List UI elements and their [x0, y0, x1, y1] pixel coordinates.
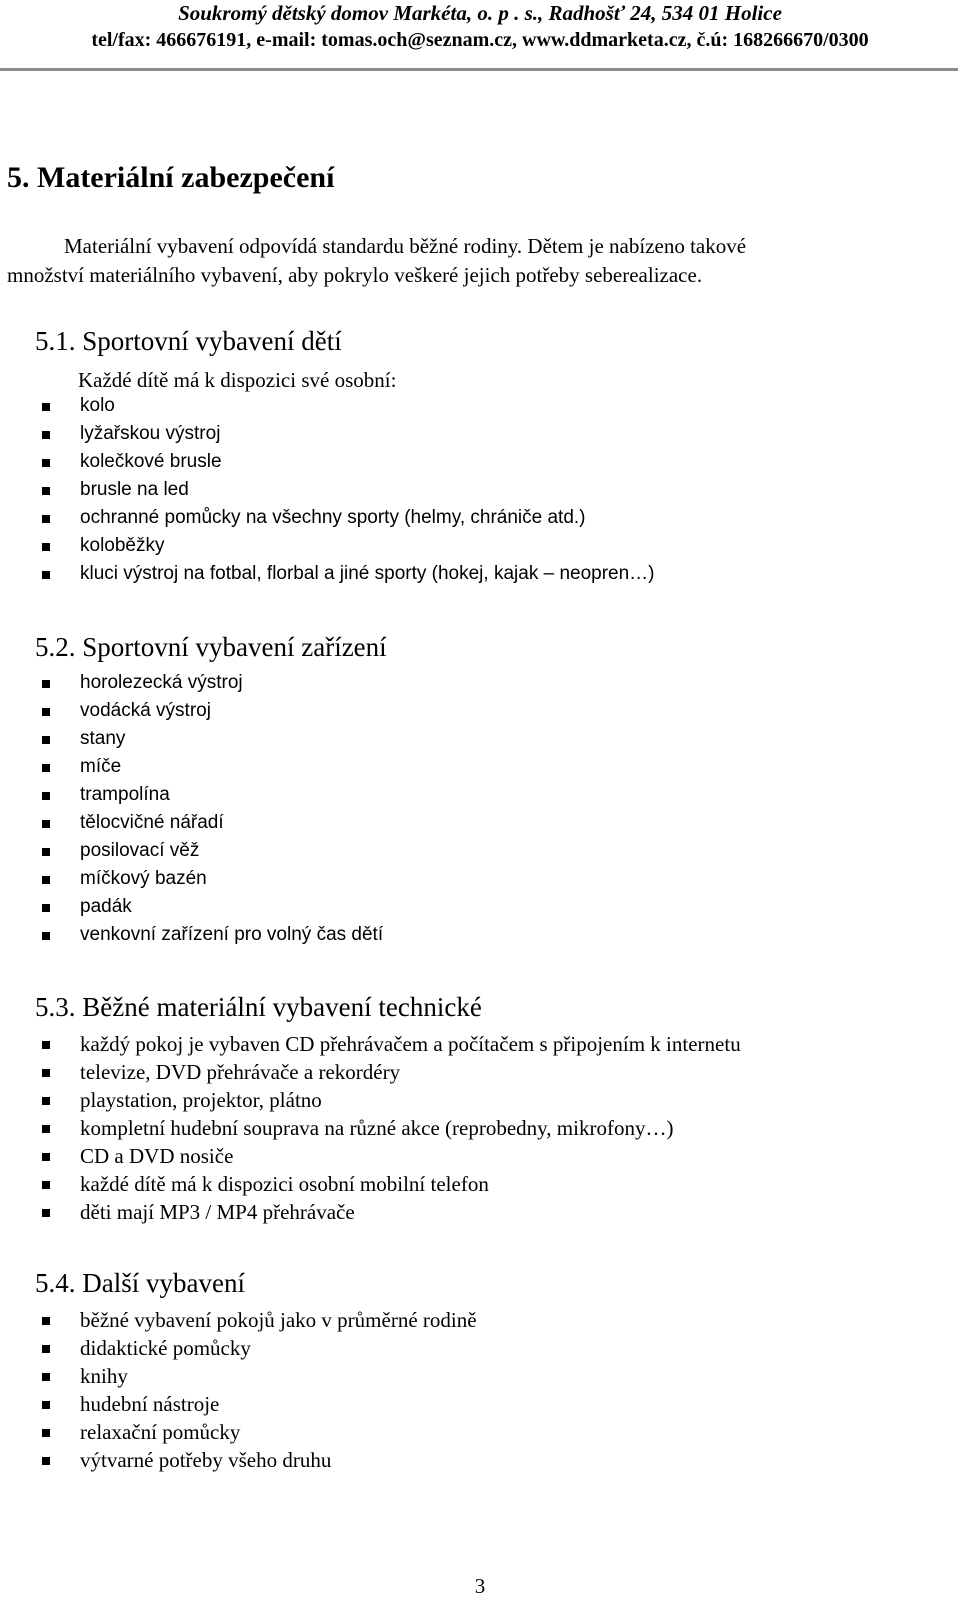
list-item-text: každý pokoj je vybaven CD přehrávačem a počítačem s připojením k internetu — [80, 1032, 741, 1056]
bullet-list — [0, 392, 655, 588]
bullet-square-icon — [42, 1097, 50, 1105]
bullet-square-icon — [42, 764, 50, 772]
header-divider — [0, 68, 958, 71]
list-item — [0, 697, 383, 725]
list-item — [0, 1362, 477, 1390]
bullet-list — [0, 1306, 477, 1474]
list-item — [0, 1086, 741, 1114]
list-item-text: posilovací věž — [80, 840, 200, 861]
list-item — [0, 837, 383, 865]
list-item — [0, 1198, 741, 1226]
list-item — [0, 921, 383, 949]
list-item-text: didaktické pomůcky — [80, 1336, 251, 1360]
bullet-square-icon — [42, 904, 50, 912]
list-item-text: výtvarné potřeby všeho druhu — [80, 1448, 332, 1472]
list-item — [0, 1390, 477, 1418]
bullet-square-icon — [42, 680, 50, 688]
list-item-text: knihy — [80, 1364, 128, 1388]
intro-line: Materiální vybavení odpovídá standardu běžné rodiny. Dětem je nabízeno takové — [64, 234, 747, 258]
bullet-square-icon — [42, 1153, 50, 1161]
list-item — [0, 1058, 741, 1086]
bullet-square-icon — [42, 1209, 50, 1217]
bullet-square-icon — [42, 515, 50, 523]
list-item-text: každé dítě má k dispozici osobní mobilní telefon — [80, 1172, 489, 1196]
list-item — [0, 1170, 741, 1198]
list-item-text: venkovní zařízení pro volný čas dětí — [80, 924, 384, 945]
list-item — [0, 448, 655, 476]
bullet-square-icon — [42, 1373, 50, 1381]
list-item — [0, 532, 655, 560]
bullet-square-icon — [42, 431, 50, 439]
list-item — [0, 1306, 477, 1334]
list-item — [0, 1446, 477, 1474]
bullet-square-icon — [42, 792, 50, 800]
bullet-square-icon — [42, 1429, 50, 1437]
bullet-square-icon — [42, 459, 50, 467]
list-item — [0, 725, 383, 753]
list-item-text: hudební nástroje — [80, 1392, 220, 1416]
bullet-square-icon — [42, 1317, 50, 1325]
bullet-square-icon — [42, 1125, 50, 1133]
bullet-square-icon — [42, 571, 50, 579]
list-item — [0, 1334, 477, 1362]
bullet-square-icon — [42, 543, 50, 551]
bullet-square-icon — [42, 403, 50, 411]
list-item-text: míče — [80, 756, 122, 777]
header-organization: Soukromý dětský domov Markéta, o. p . s., Radhošť 24, 534 01 Holice — [178, 1, 782, 25]
page-header — [0, 0, 960, 72]
list-item-text: vodácká výstroj — [80, 700, 211, 721]
list-item-text: lyžařskou výstroj — [80, 423, 221, 444]
list-item — [0, 753, 383, 781]
list-item — [0, 1142, 741, 1170]
bullet-square-icon — [42, 1041, 50, 1049]
bullet-list — [0, 1030, 741, 1226]
list-item-text: stany — [80, 728, 126, 749]
list-item-text: koloběžky — [80, 535, 165, 556]
list-item-text: horolezecká výstroj — [80, 672, 243, 693]
list-item-text: kompletní hudební souprava na různé akce (reprobedny, mikrofony…) — [80, 1116, 674, 1140]
bullet-square-icon — [42, 932, 50, 940]
subsection-lead: Každé dítě má k dispozici své osobní: — [78, 368, 397, 392]
list-item-text: děti mají MP3 / MP4 přehrávače — [80, 1200, 355, 1224]
bullet-square-icon — [42, 848, 50, 856]
subsection-title: 5.3. Běžné materiální vybavení technické — [35, 992, 482, 1022]
list-item — [0, 809, 383, 837]
list-item — [0, 420, 655, 448]
list-item-text: kolečkové brusle — [80, 451, 222, 472]
list-item — [0, 392, 655, 420]
bullet-square-icon — [42, 736, 50, 744]
list-item-text: relaxační pomůcky — [80, 1420, 241, 1444]
list-item — [0, 476, 655, 504]
list-item-text: kolo — [80, 395, 115, 416]
list-item-text: playstation, projektor, plátno — [80, 1088, 322, 1112]
list-item — [0, 560, 655, 588]
bullet-square-icon — [42, 1401, 50, 1409]
list-item-text: televize, DVD přehrávače a rekordéry — [80, 1060, 401, 1084]
list-item — [0, 1418, 477, 1446]
header-contacts: tel/fax: 466676191, e-mail: tomas.och@seznam.cz, www.ddmarketa.cz, č.ú: 168266670/0300 — [91, 29, 869, 51]
subsection-title: 5.2. Sportovní vybavení zařízení — [35, 632, 387, 662]
bullet-square-icon — [42, 820, 50, 828]
bullet-square-icon — [42, 708, 50, 716]
bullet-square-icon — [42, 876, 50, 884]
list-item — [0, 781, 383, 809]
subsection-title: 5.1. Sportovní vybavení dětí — [35, 326, 342, 356]
list-item — [0, 669, 383, 697]
bullet-list — [0, 669, 383, 949]
bullet-square-icon — [42, 1181, 50, 1189]
list-item — [0, 1030, 741, 1058]
list-item-text: CD a DVD nosiče — [80, 1144, 234, 1168]
list-item-text: běžné vybavení pokojů jako v průměrné rodině — [80, 1308, 477, 1332]
list-item — [0, 504, 655, 532]
list-item-text: míčkový bazén — [80, 868, 207, 889]
intro-paragraph — [7, 232, 942, 290]
list-item — [0, 1114, 741, 1142]
bullet-square-icon — [42, 1069, 50, 1077]
list-item-text: trampolína — [80, 784, 170, 805]
list-item-text: kluci výstroj na fotbal, florbal a jiné sporty (hokej, kajak – neopren…) — [80, 563, 655, 584]
list-item-text: ochranné pomůcky na všechny sporty (helmy, chrániče atd.) — [80, 507, 586, 528]
bullet-square-icon — [42, 1457, 50, 1465]
subsection-title: 5.4. Další vybavení — [35, 1268, 245, 1298]
list-item-text: tělocvičné nářadí — [80, 812, 224, 833]
bullet-square-icon — [42, 1345, 50, 1353]
list-item-text: brusle na led — [80, 479, 189, 500]
section-title: 5. Materiální zabezpečení — [7, 161, 335, 194]
list-item — [0, 865, 383, 893]
list-item — [0, 893, 383, 921]
list-item-text: padák — [80, 896, 132, 917]
page-number: 3 — [474, 1574, 486, 1598]
bullet-square-icon — [42, 487, 50, 495]
intro-line: množství materiálního vybavení, aby pokrylo veškeré jejich potřeby seberealizace. — [7, 263, 703, 287]
